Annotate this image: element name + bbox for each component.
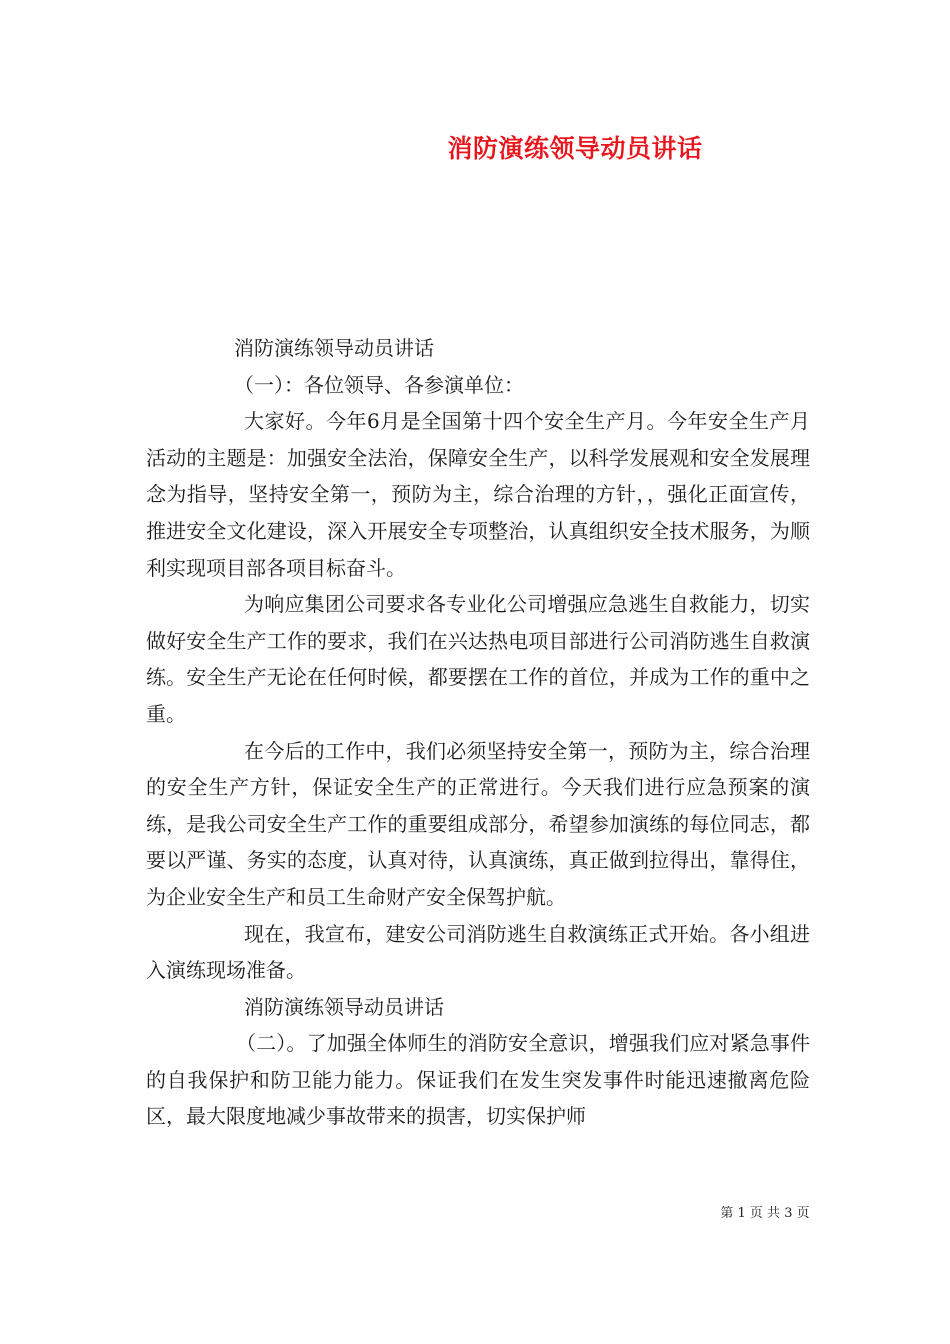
paragraph-3: 在今后的工作中，我们必须坚持安全第一，预防为主，综合治理的安全生产方针，保证安全生产的正常进行。今天我们进行应急预案的演练，是我公司安全生产工作的重要组成部分，希望参加演练的每位同志，都要以严谨、务实的态度，认真对待，认真演练，真正做到拉得出，靠得住，为企业安全生产和员工生命财产安全保驾护航。	[146, 738, 810, 909]
paragraph-4: 现在，我宣布，建安公司消防逃生自救演练正式开始。各小组进入演练现场准备。	[146, 921, 810, 983]
paragraph-1: 大家好。今年6月是全国第十四个安全生产月。今年安全生产月活动的主题是：加强安全法治，保障安全生产，以科学发展观和安全发展理念为指导，坚持安全第一，预防为主，综合治理的方针，，强化正面宣传，推进安全文化建设，深入开展安全专项整治，认真组织安全技术服务，为顺利实现项目部各项目标奋斗。	[146, 409, 810, 580]
paragraph-5: （二）。了加强全体师生的消防安全意识，增强我们应对紧急事件的自我保护和防卫能力能力。保证我们在发生突发事件时能迅速撤离危险区，最大限度地减少事故带来的损害，切实保护师	[146, 1031, 810, 1129]
document-title: 消防演练领导动员讲话	[447, 134, 703, 163]
subheading-1: 消防演练领导动员讲话	[234, 336, 434, 360]
subheading-2: 消防演练领导动员讲话	[244, 994, 444, 1019]
page-number-footer: 第 1 页 共 3 页	[720, 1206, 810, 1221]
paragraph-2: 为响应集团公司要求各专业化公司增强应急逃生自救能力，切实做好安全生产工作的要求，我们在兴达热电项目部进行公司消防逃生自救演练。安全生产无论在任何时候，都要摆在工作的首位，并成为工作的重中之重。	[146, 592, 810, 726]
document-body	[146, 330, 810, 1135]
section-1-intro: （一）：各位领导、各参演单位：	[234, 372, 524, 397]
